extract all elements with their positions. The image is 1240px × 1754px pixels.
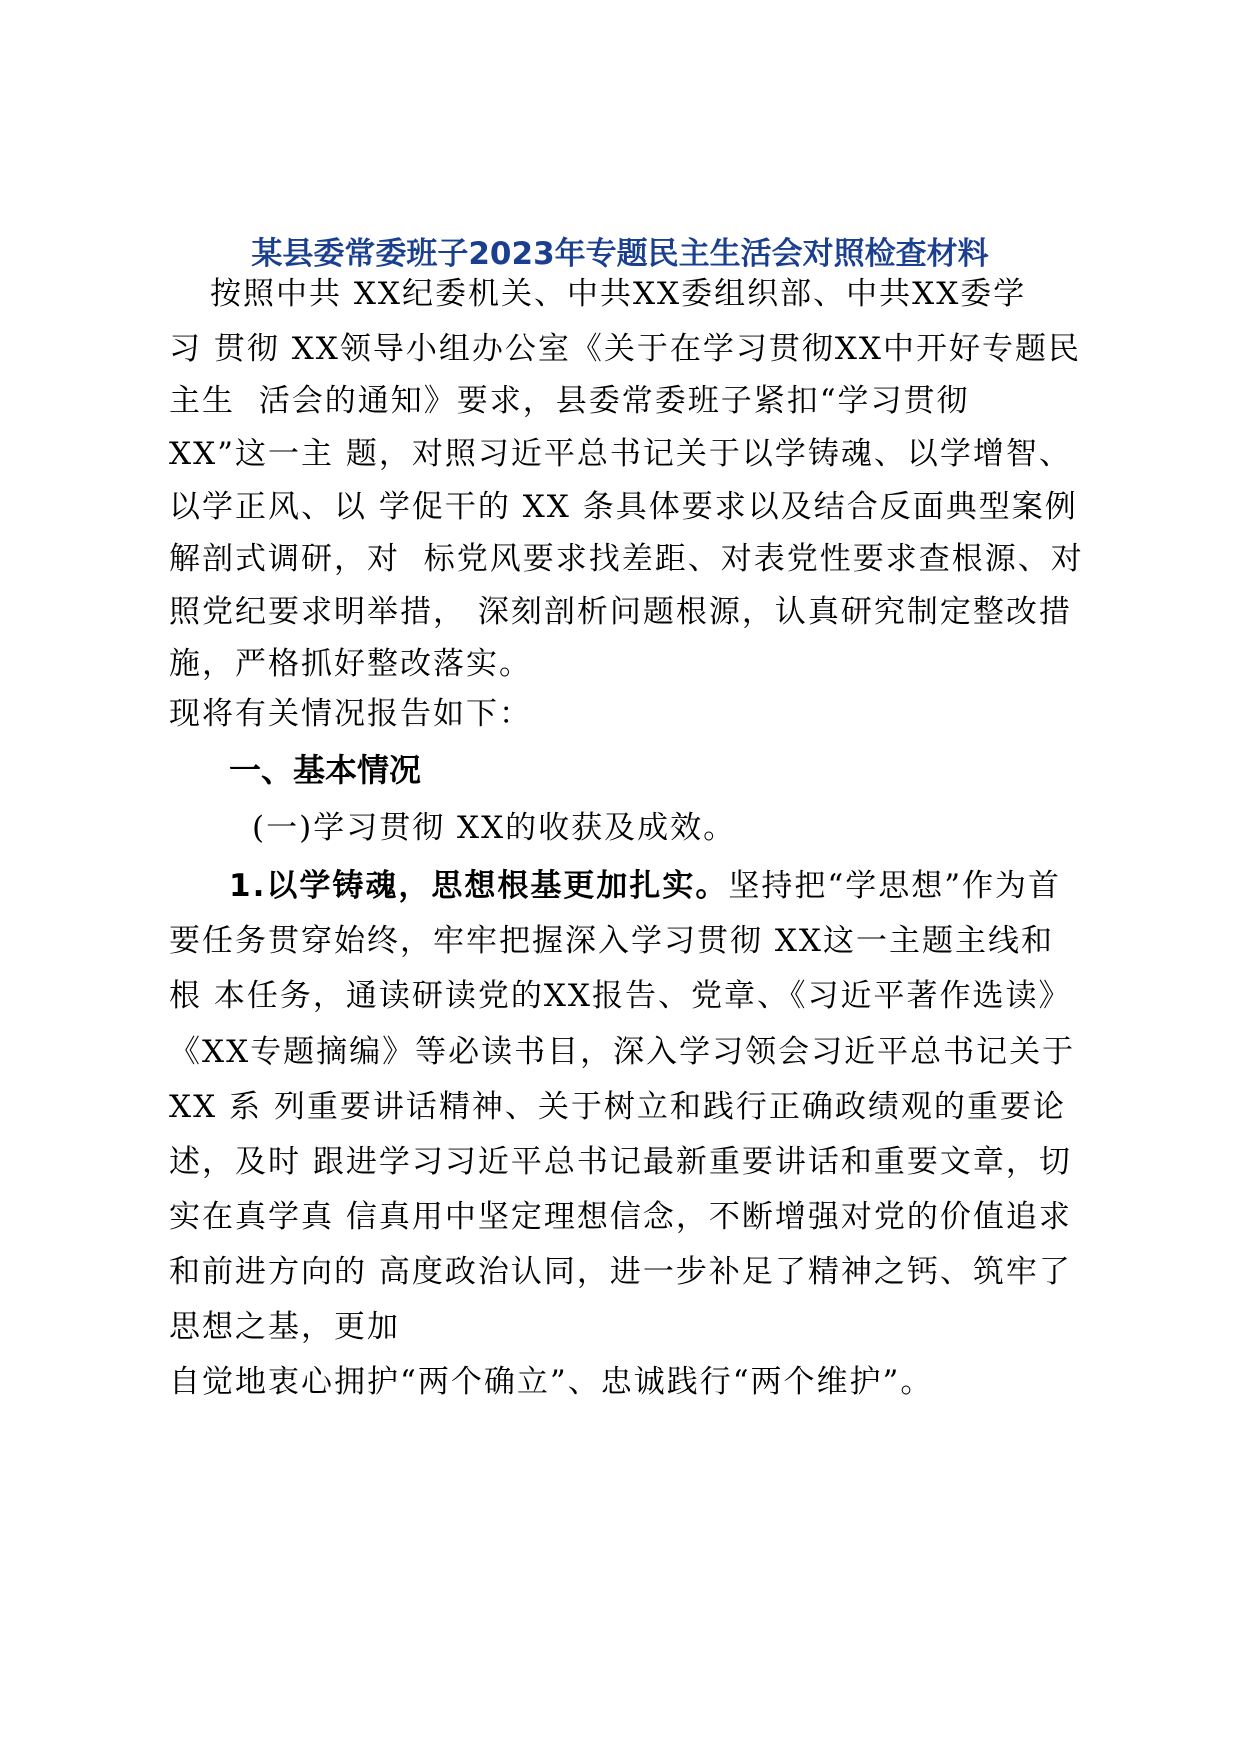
intro-line-3: 主生 活会的通知》要求，县委常委班子紧扣“学习贯彻 <box>169 383 970 419</box>
item-1-line-3: 根 本任务，通读研读党的XX报告、党章、《习近平著作选读》 <box>169 978 1072 1014</box>
item-1-first-line <box>229 860 1061 905</box>
intro-line-6: 解剖式调研，对 标党风要求找差距、对表党性要求查根源、对 <box>169 541 1084 577</box>
item-1-line-6: 述，及时 跟进学习习近平总书记最新重要讲话和重要文章，切 <box>169 1144 1072 1180</box>
item-1-line-7: 实在真学真 信真用中坚定理想信念，不断增强对党的价值追求 <box>169 1199 1072 1235</box>
subsection-heading: (一)学习贯彻 XX的收获及成效。 <box>252 810 737 846</box>
intro-line-5: 以学正风、以 学促干的 XX 条具体要求以及结合反面典型案例 <box>169 489 1078 525</box>
intro-line-7: 照党纪要求明举措， 深刻剖析问题根源，认真研究制定整改措 <box>169 594 1072 630</box>
document-title: 某县委常委班子2023年专题民主生活会对照检查材料 <box>251 236 989 272</box>
intro-line-2: 习 贯彻 XX领导小组办公室《关于在学习贯彻XX中开好专题民 <box>169 331 1081 367</box>
item-1-line-10: 自觉地衷心拥护“两个确立”、忠诚践行“两个维护”。 <box>169 1364 934 1400</box>
intro-line-9: 现将有关情况报告如下： <box>169 696 532 732</box>
intro-line-8: 施，严格抓好整改落实。 <box>169 646 532 682</box>
intro-line-4: XX”这一主 题，对照习近平总书记关于以学铸魂、以学增智、 <box>169 436 1072 472</box>
intro-line-1: 按照中共 XX纪委机关、中共XX委组织部、中共XX委学 <box>210 276 1027 312</box>
item-1-line-2: 要任务贯穿始终，牢牢把握深入学习贯彻 XX这一主题主线和 <box>169 923 1054 959</box>
item-1-line-8: 和前进方向的 高度政治认同，进一步补足了精神之钙、筑牢了 <box>169 1254 1072 1290</box>
item-1-heading: 1.以学铸魂，思想根基更加扎实。 <box>229 868 729 904</box>
item-1-line-4: 《XX专题摘编》等必读书目，深入学习领会习近平总书记关于 <box>169 1034 1076 1070</box>
item-1-line-5: XX 系 列重要讲话精神、关于树立和践行正确政绩观的重要论 <box>169 1089 1066 1125</box>
item-1-line-9: 思想之基，更加 <box>169 1309 400 1345</box>
item-1-first-text: 坚持把“学思想”作为首 <box>728 868 1062 904</box>
section-heading-basic: 一、基本情况 <box>229 751 422 789</box>
